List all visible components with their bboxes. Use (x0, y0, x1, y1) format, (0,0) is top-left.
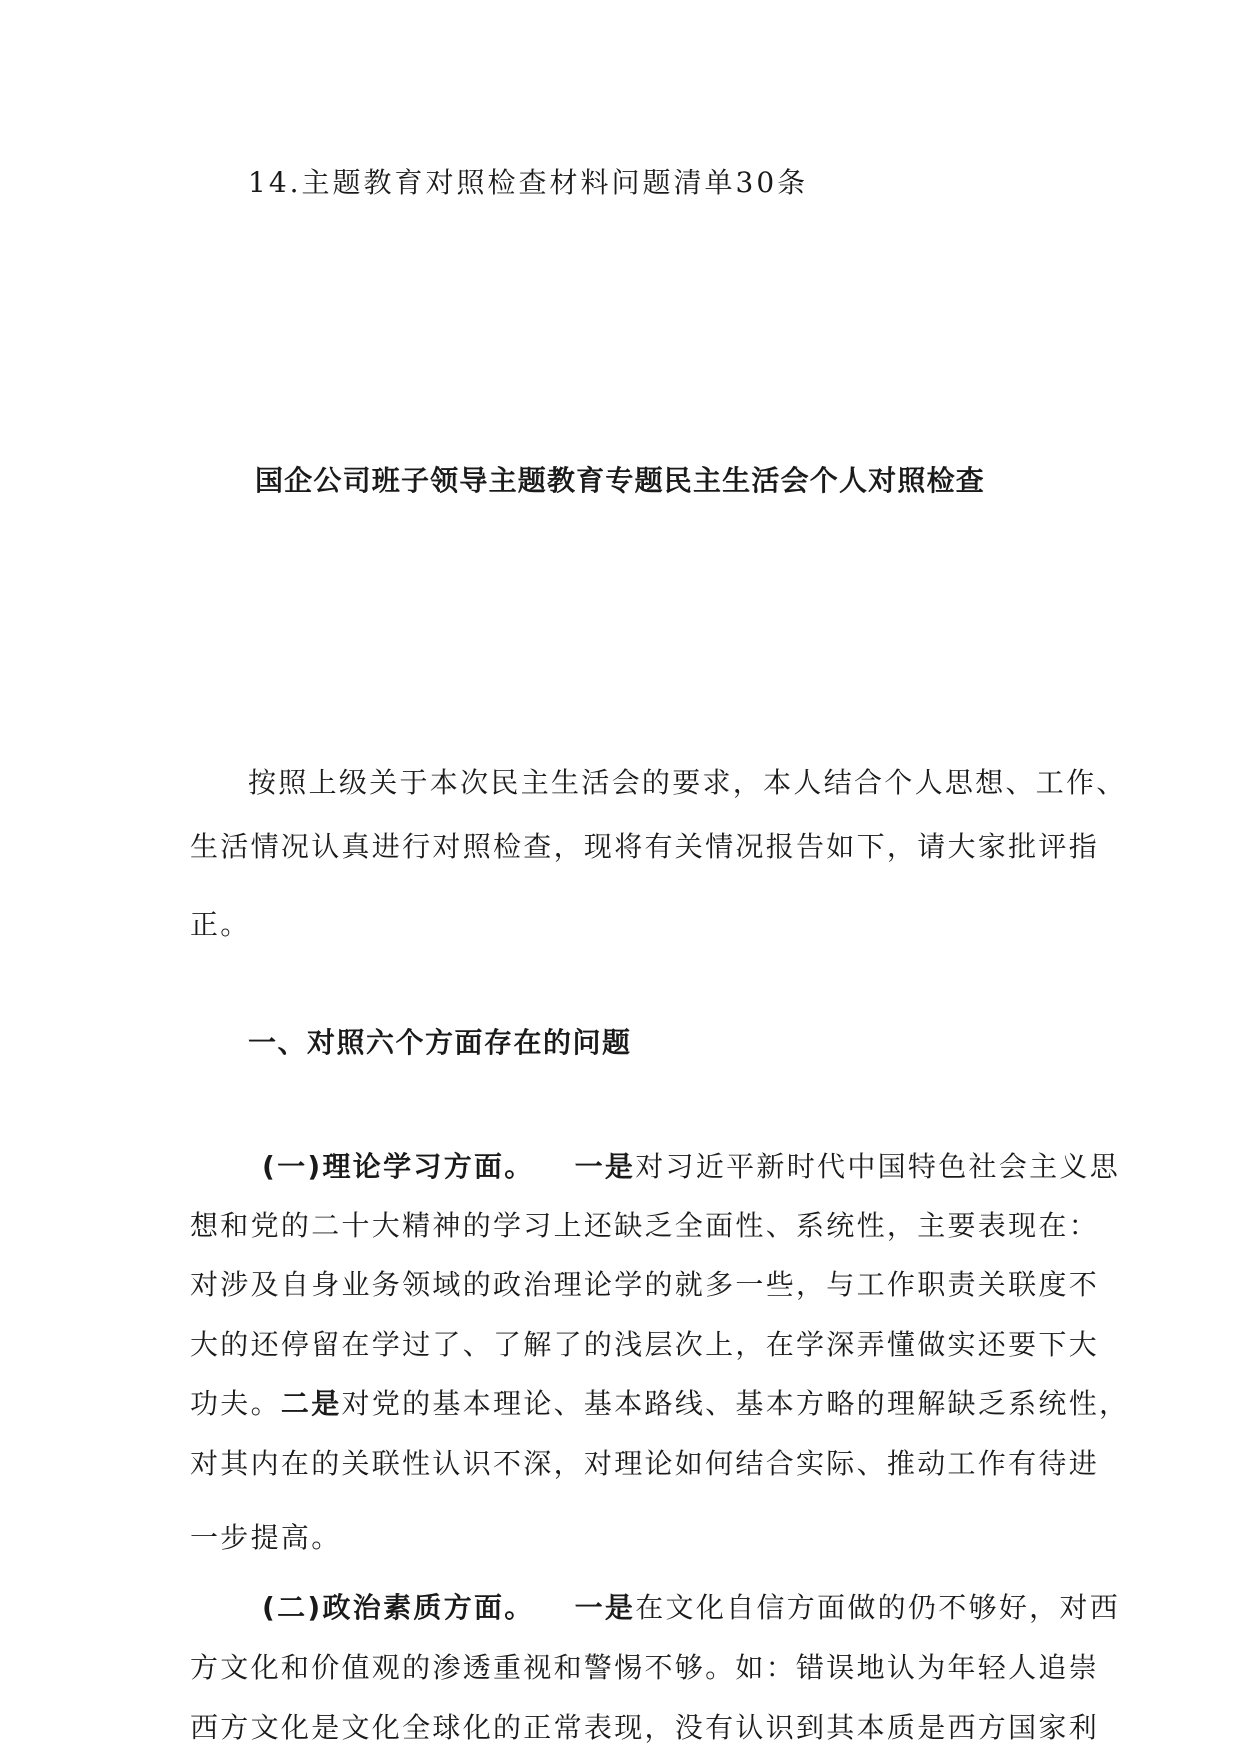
subsection-2-first-line (262, 1590, 1120, 1626)
paragraph-line: 方文化和价值观的渗透重视和警惕不够。如：错误地认为年轻人追崇 (190, 1651, 1100, 1684)
intro-line-2: 生活情况认真进行对照检查，现将有关情况报告如下，请大家批评指 (190, 830, 1100, 863)
point-marker: 一是 (574, 1591, 636, 1624)
point-marker: 二是 (280, 1387, 342, 1420)
subsection-1-first-line (262, 1149, 1120, 1185)
paragraph-text: 功夫。 (190, 1387, 281, 1420)
document-number-heading: 14.主题教育对照检查材料问题清单30条 (248, 166, 809, 199)
paragraph-text: 对习近平新时代中国特色社会主义思 (635, 1150, 1121, 1183)
paragraph-text: 对党的基本理论、基本路线、基本方略的理解缺乏系统性， (341, 1387, 1130, 1420)
section-heading: 一、对照六个方面存在的问题 (248, 1026, 632, 1059)
paragraph-line: 西方文化是文化全球化的正常表现，没有认识到其本质是西方国家利 (190, 1711, 1100, 1744)
point-marker: 一是 (574, 1150, 636, 1183)
document-title: 国企公司班子领导主题教育专题民主生活会个人对照检查 (254, 464, 985, 497)
paragraph-line: 对其内在的关联性认识不深，对理论如何结合实际、推动工作有待进 (190, 1447, 1100, 1480)
paragraph-line (190, 1386, 1129, 1422)
paragraph-text: 在文化自信方面做的仍不够好，对西 (635, 1591, 1121, 1624)
intro-line-3: 正。 (190, 908, 251, 941)
paragraph-line: 对涉及自身业务领域的政治理论学的就多一些，与工作职责关联度不 (190, 1268, 1100, 1301)
paragraph-line: 想和党的二十大精神的学习上还缺乏全面性、系统性，主要表现在： (190, 1209, 1100, 1242)
paragraph-line: 大的还停留在学过了、了解了的浅层次上，在学深弄懂做实还要下大 (190, 1328, 1100, 1361)
subsection-1-label: (一)理论学习方面。 (262, 1150, 535, 1183)
subsection-2-label: (二)政治素质方面。 (262, 1591, 535, 1624)
paragraph-line: 一步提高。 (190, 1521, 342, 1554)
intro-line-1: 按照上级关于本次民主生活会的要求，本人结合个人思想、工作、 (248, 766, 1127, 799)
